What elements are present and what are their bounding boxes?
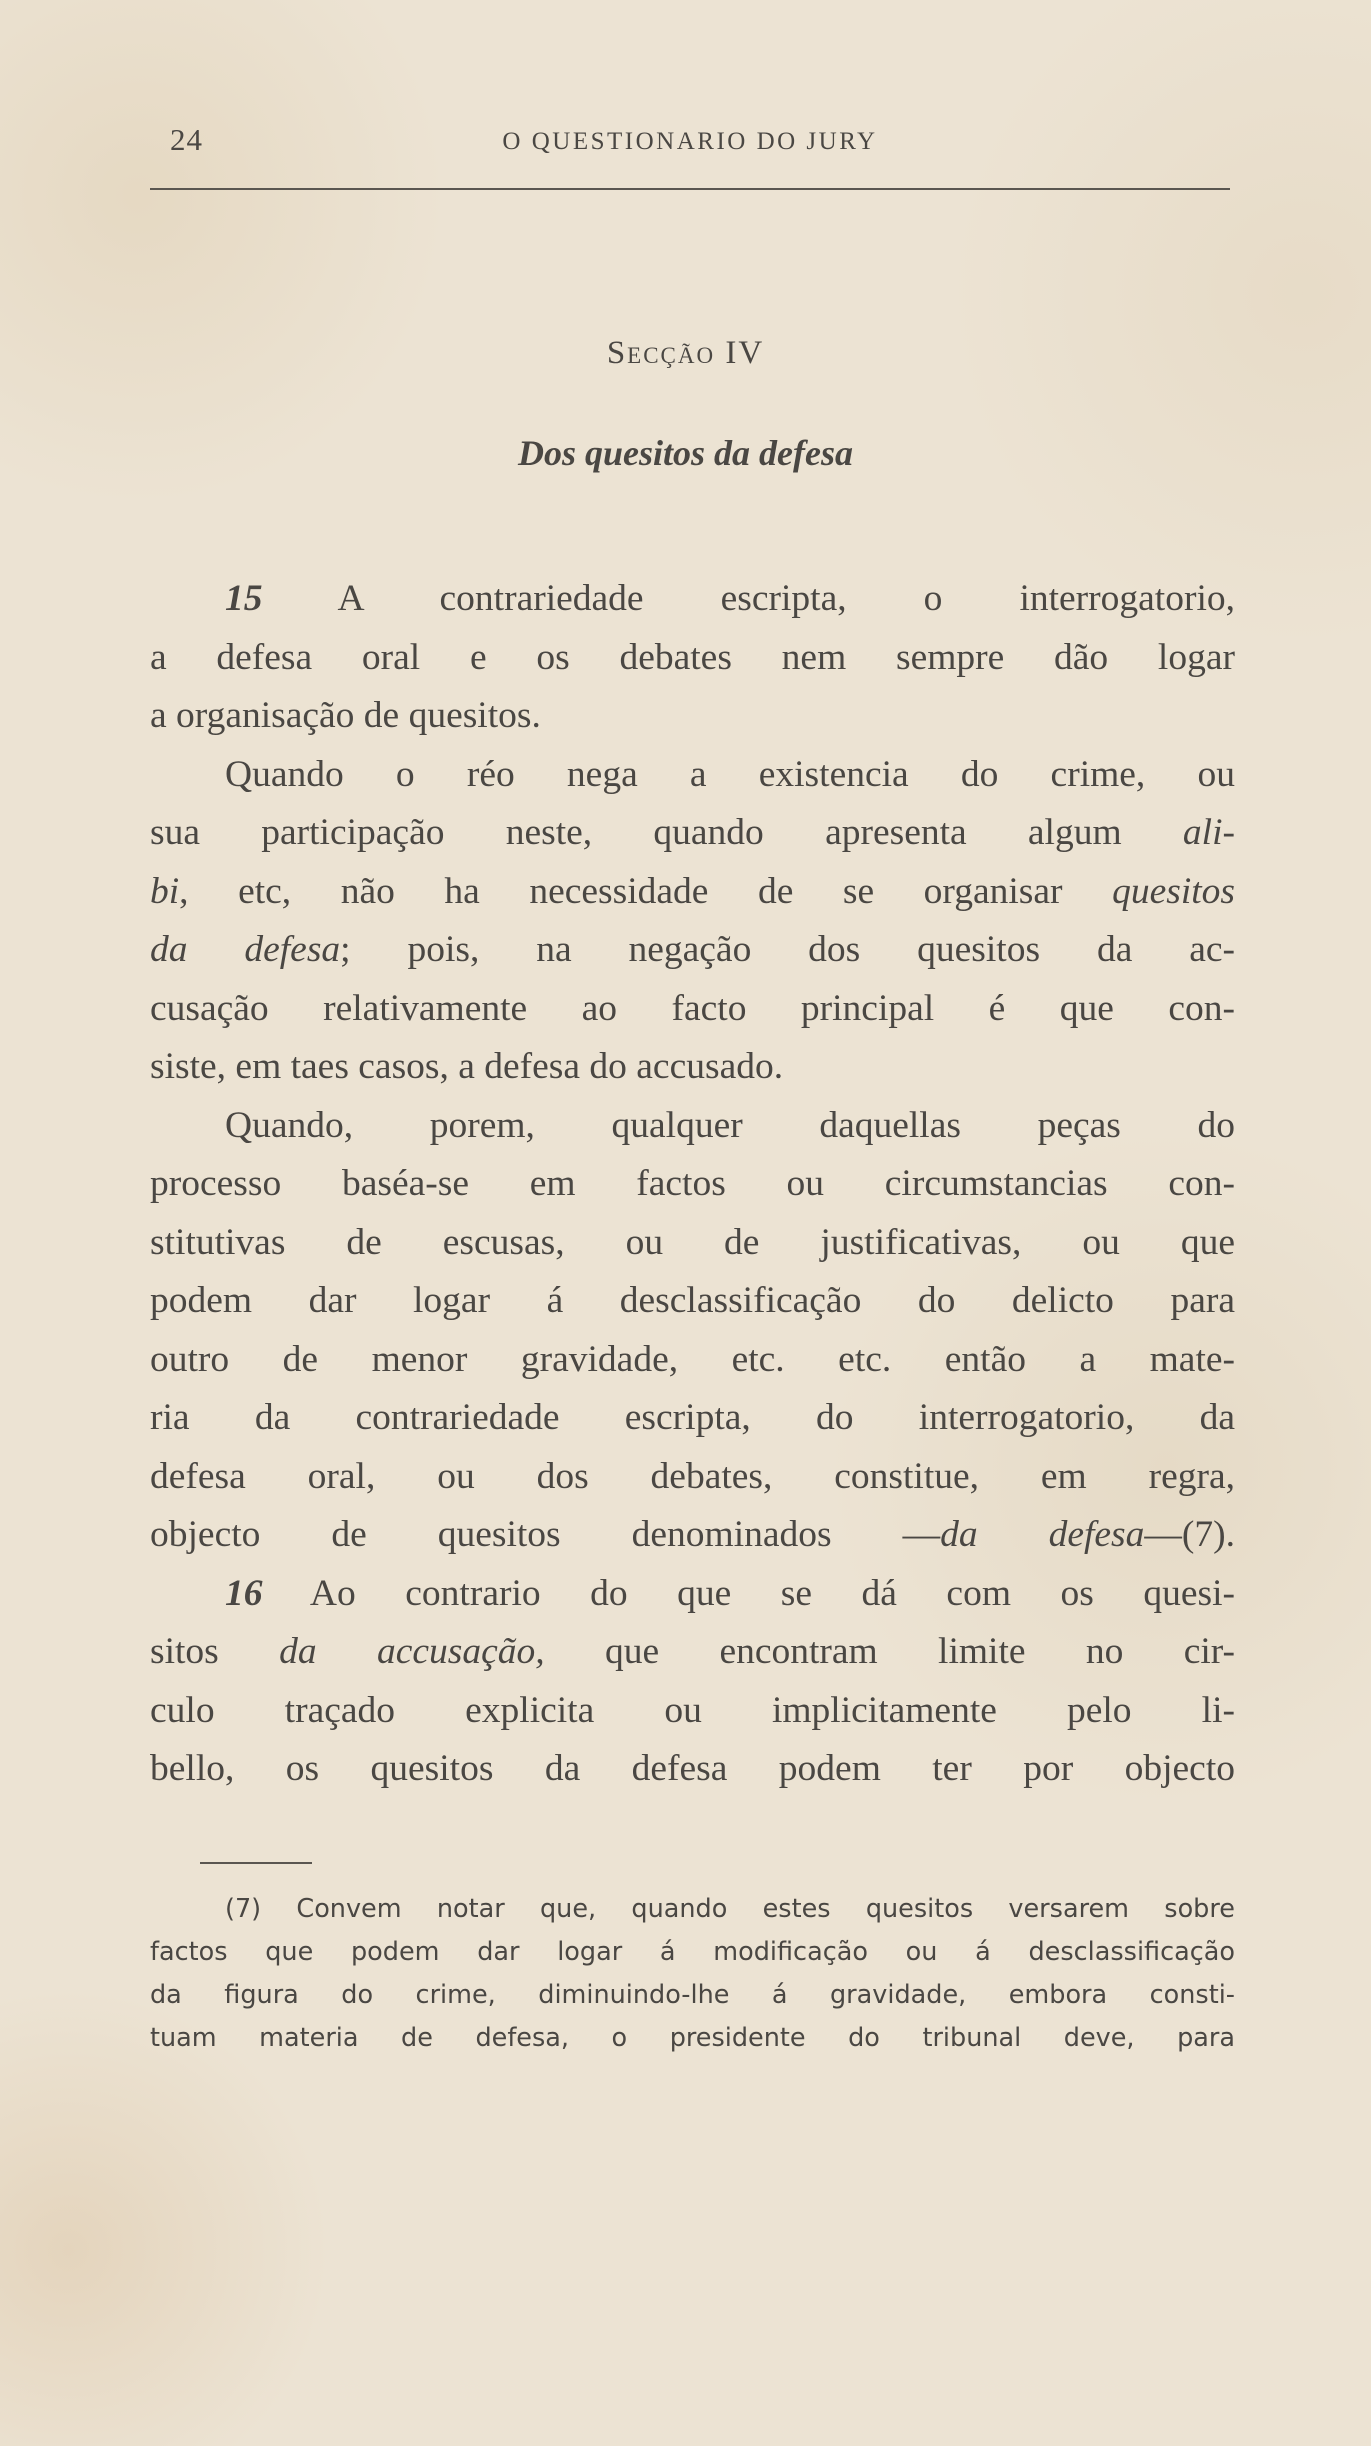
line-text: objecto de quesitos denominados — xyxy=(150,1514,941,1555)
italic-text: da defesa xyxy=(150,929,341,970)
body-line xyxy=(150,687,1235,746)
body-line xyxy=(150,1038,1235,1097)
line-text: A contrariedade escripta, o interrogatorio, xyxy=(262,578,1235,619)
line-text: processo baséa-se em factos ou circumstancias con- xyxy=(150,1163,1235,1204)
line-text: outro de menor gravidade, etc. etc. então a mate- xyxy=(150,1338,1235,1380)
italic-text: da defesa xyxy=(940,1514,1145,1555)
paragraph-number: 15 xyxy=(225,578,263,619)
line-text: a organisação de quesitos. xyxy=(150,695,541,736)
body-line xyxy=(150,1214,1235,1273)
line-text: a defesa oral e os debates nem sempre dão logar xyxy=(150,636,1235,678)
running-head: O QUESTIONARIO DO JURY xyxy=(502,128,878,155)
footnote-line: tuam materia de defesa, o presidente do tribunal deve, para xyxy=(150,2023,1235,2053)
body-line xyxy=(150,804,1235,863)
body-line xyxy=(150,1623,1235,1682)
line-text: stitutivas de escusas, ou de justificativas, ou que xyxy=(150,1221,1235,1263)
section-title-text: Secção IV xyxy=(606,335,765,371)
italic-text: ali- xyxy=(1182,812,1235,853)
paragraph-number: 16 xyxy=(225,1572,263,1614)
line-text: defesa oral, ou dos debates, constitue, em regra, xyxy=(150,1455,1235,1497)
body-line xyxy=(150,746,1235,805)
footnote-line: da figura do crime, diminuindo-lhe á gravidade, embora consti- xyxy=(150,1980,1235,2010)
section-subtitle: Dos quesitos da defesa xyxy=(518,433,853,473)
body-line xyxy=(150,1506,1235,1565)
line-text: sua participação neste, quando apresenta algum xyxy=(150,812,1183,853)
body-line xyxy=(150,980,1235,1039)
line-text: bello, os quesitos da defesa podem ter por objecto xyxy=(150,1748,1235,1789)
section-title xyxy=(0,335,1371,372)
line-text: Ao contrario do que se dá com os quesi- xyxy=(262,1572,1235,1614)
body-line xyxy=(150,1448,1235,1507)
body-line xyxy=(150,1155,1235,1214)
body-text xyxy=(150,570,1235,1799)
page-number: 24 xyxy=(170,122,203,157)
italic-text: bi xyxy=(150,870,180,912)
body-line xyxy=(150,863,1235,922)
line-text: sitos xyxy=(150,1631,280,1672)
line-text: —(7). xyxy=(1144,1514,1235,1555)
line-text: cusação relativamente ao facto principal é que con- xyxy=(150,987,1235,1029)
body-line xyxy=(150,629,1235,688)
page-header xyxy=(150,122,1230,172)
footnote-rule xyxy=(200,1862,312,1864)
italic-text: quesitos xyxy=(1112,870,1235,912)
header-rule xyxy=(150,188,1230,190)
body-line xyxy=(150,1565,1235,1624)
italic-text: da accusação, xyxy=(279,1631,545,1672)
line-text: Quando o réo nega a existencia do crime, ou xyxy=(225,753,1235,795)
body-line xyxy=(150,1740,1235,1799)
footnotes xyxy=(150,1888,1235,2060)
body-line xyxy=(150,1331,1235,1390)
footnote-line: factos que podem dar logar á modificação ou á desclassificação xyxy=(150,1937,1235,1967)
line-text: Quando, porem, qualquer daquellas peças do xyxy=(225,1104,1235,1146)
line-text: ; pois, na negação dos quesitos da ac- xyxy=(340,929,1235,970)
body-line xyxy=(150,1272,1235,1331)
line-text: culo traçado explicita ou implicitamente pelo li- xyxy=(150,1689,1235,1731)
line-text: podem dar logar á desclassificação do delicto para xyxy=(150,1280,1235,1321)
body-line xyxy=(150,1389,1235,1448)
line-text: , etc, não ha necessidade de se organisar xyxy=(179,870,1113,912)
body-line xyxy=(150,1682,1235,1741)
line-text: que encontram limite no cir- xyxy=(544,1631,1235,1672)
footnote-line: (7) Convem notar que, quando estes quesitos versarem sobre xyxy=(225,1894,1235,1924)
line-text: ria da contrariedade escripta, do interrogatorio, da xyxy=(150,1397,1235,1438)
body-line xyxy=(150,570,1235,629)
body-line xyxy=(150,921,1235,980)
body-line xyxy=(150,1097,1235,1156)
line-text: siste, em taes casos, a defesa do accusado. xyxy=(150,1046,784,1087)
